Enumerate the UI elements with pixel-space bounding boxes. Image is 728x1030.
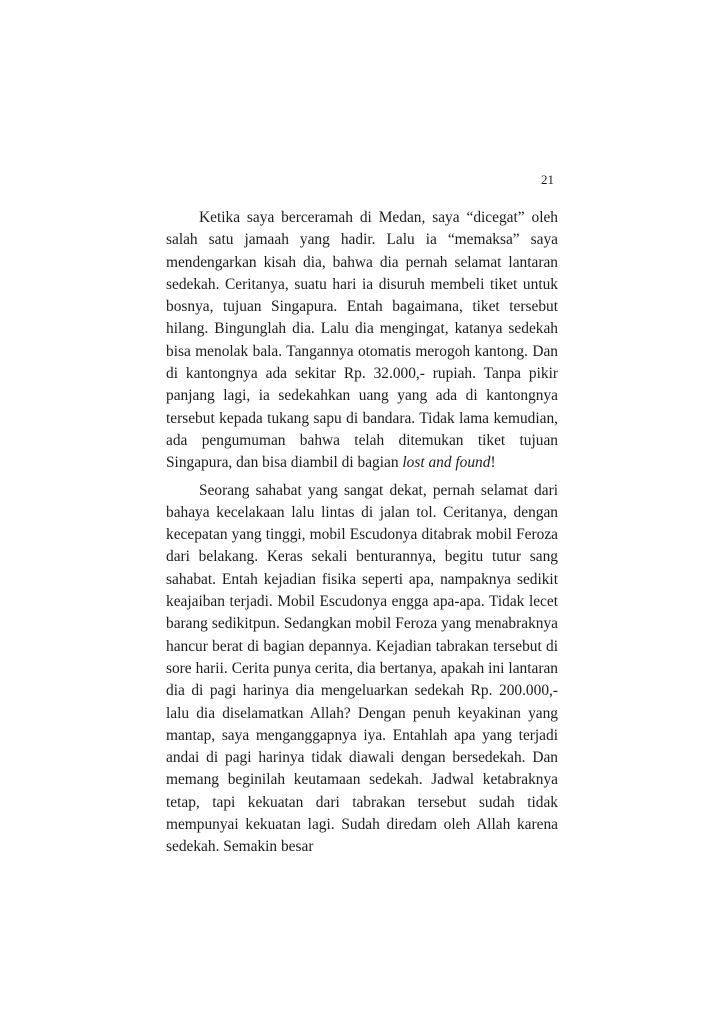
paragraph-1-text: Ketika saya berceramah di Medan, saya “dicegat” oleh salah satu jamaah yang hadir. Lalu ia “memaksa” saya mendengarkan kisah dia, bahwa dia pernah selamat lantaran sedekah. Ceritanya, suatu hari ia disuruh membeli tiket untuk bosnya, tujuan Singapura. Entah bagaimana, tiket tersebut hilang. Bingunglah dia. Lalu dia mengingat, katanya sedekah bisa menolak bala. Tangannya otomatis merogoh kantong. Dan di kantongnya ada sekitar Rp. 32.000,- rupiah. Tanpa pikir panjang lagi, ia sedekahkan uang yang ada di kantongnya tersebut kepada tukang sapu di bandara. Tidak lama kemudian, ada pengumuman bahwa telah ditemukan tiket tujuan Singapura, dan bisa diambil di bagian [166, 209, 558, 472]
paragraph-2: Seorang sahabat yang sangat dekat, pernah selamat dari bahaya kecelakaan lalu lintas di jalan tol. Ceritanya, dengan kecepatan yang tinggi, mobil Escudonya ditabrak mobil Feroza dari belakang. Keras sekali benturannya, begitu tutur sang sahabat. Entah kejadian fisika seperti apa, nampaknya sedikit keajaiban terjadi. Mobil Escudonya engga apa-apa. Tidak lecet barang sedikitpun. Sedangkan mobil Feroza yang menabraknya hancur berat di bagian depannya. Kejadian tabrakan tersebut di sore harii. Cerita punya cerita, dia bertanya, apakah ini lantaran dia di pagi harinya dia mengeluarkan sedekah Rp. 200.000,- lalu dia diselamatkan Allah? Dengan penuh keyakinan yang mantap, saya menganggapnya iya. Entahlah apa yang terjadi andai di pagi harinya tidak diawali dengan bersedekah. Dan memang beginilah keutamaan sedekah. Jadwal ketabraknya tetap, tapi kekuatan dari tabrakan tersebut sudah tidak mempunyai kekuatan lagi. Sudah diredam oleh Allah karena sedekah. Semakin besar [166, 481, 558, 856]
paragraph-1 [166, 207, 558, 475]
page-number: 21 [541, 172, 554, 187]
paragraph-1-end: ! [490, 454, 496, 472]
body-text [166, 207, 558, 859]
paragraph-1-italic-term: lost and found [402, 454, 491, 472]
